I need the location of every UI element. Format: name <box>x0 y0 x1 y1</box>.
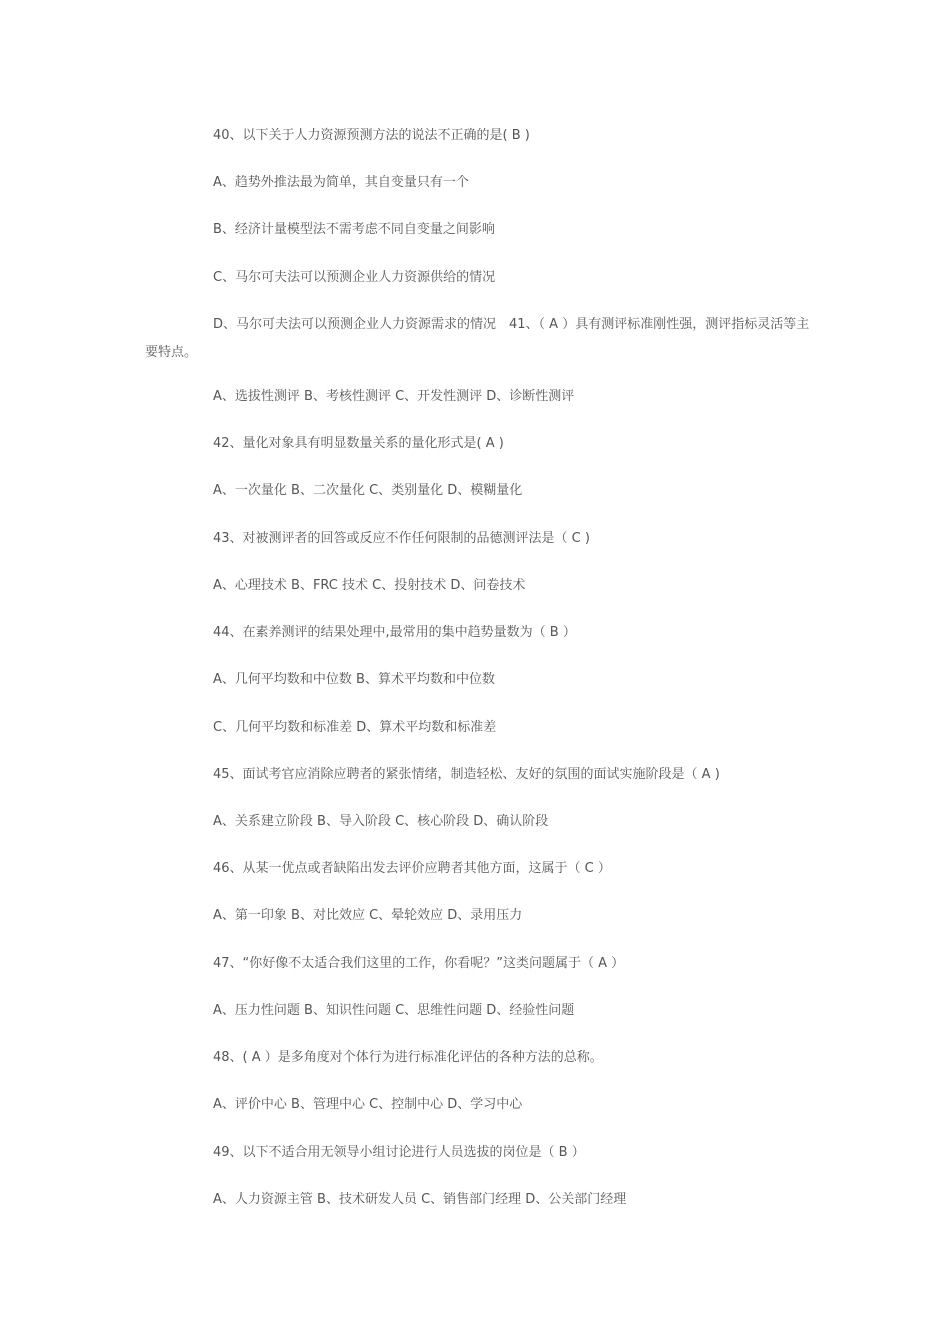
option-line: A、趋势外推法最为简单，其自变量只有一个 <box>213 175 469 190</box>
question-40: 40、以下关于人力资源预测方法的说法不正确的是( B ) <box>213 128 530 143</box>
option-line: A、选拔性测评 B、考核性测评 C、开发性测评 D、诊断性测评 <box>213 389 575 404</box>
question-42: 42、量化对象具有明显数量关系的量化形式是( A ) <box>213 436 504 451</box>
question-41-wrapped: D、马尔可夫法可以预测企业人力资源需求的情况 41、（ A ）具有测评标准刚性强，测评指标灵活等主要特点。 <box>145 317 810 360</box>
question-46: 46、从某一优点或者缺陷出发去评价应聘者其他方面，这属于（ C ） <box>213 861 611 876</box>
option-line: C、几何平均数和标准差 D、算术平均数和标准差 <box>213 720 497 735</box>
question-43: 43、对被测评者的回答或反应不作任何限制的品德测评法是（ C ) <box>213 531 590 546</box>
option-line: A、几何平均数和中位数 B、算术平均数和中位数 <box>213 672 495 687</box>
option-line: C、马尔可夫法可以预测企业人力资源供给的情况 <box>213 270 496 285</box>
question-48: 48、( A ）是多角度对个体行为进行标准化评估的各种方法的总称。 <box>213 1050 603 1065</box>
option-line: B、经济计量模型法不需考虑不同自变量之间影响 <box>213 222 495 237</box>
option-line: A、心理技术 B、FRC 技术 C、投射技术 D、问卷技术 <box>213 578 526 593</box>
option-line: A、关系建立阶段 B、导入阶段 C、核心阶段 D、确认阶段 <box>213 814 549 829</box>
question-47: 47、“你好像不太适合我们这里的工作，你看呢？”这类问题属于（ A ） <box>213 956 625 971</box>
question-49: 49、以下不适合用无领导小组讨论进行人员选拔的岗位是（ B ） <box>213 1145 585 1160</box>
option-line: A、人力资源主管 B、技术研发人员 C、销售部门经理 D、公关部门经理 <box>213 1192 627 1207</box>
question-44: 44、在素养测评的结果处理中,最常用的集中趋势量数为（ B ） <box>213 625 576 640</box>
option-line: A、压力性问题 B、知识性问题 C、思维性问题 D、经验性问题 <box>213 1003 575 1018</box>
option-line: A、评价中心 B、管理中心 C、控制中心 D、学习中心 <box>213 1097 523 1112</box>
question-45: 45、面试考官应消除应聘者的紧张情绪，制造轻松、友好的氛围的面试实施阶段是（ A ) <box>213 767 720 782</box>
option-line: A、一次量化 B、二次量化 C、类别量化 D、模糊量化 <box>213 483 523 498</box>
option-line: A、第一印象 B、对比效应 C、晕轮效应 D、录用压力 <box>213 908 523 923</box>
